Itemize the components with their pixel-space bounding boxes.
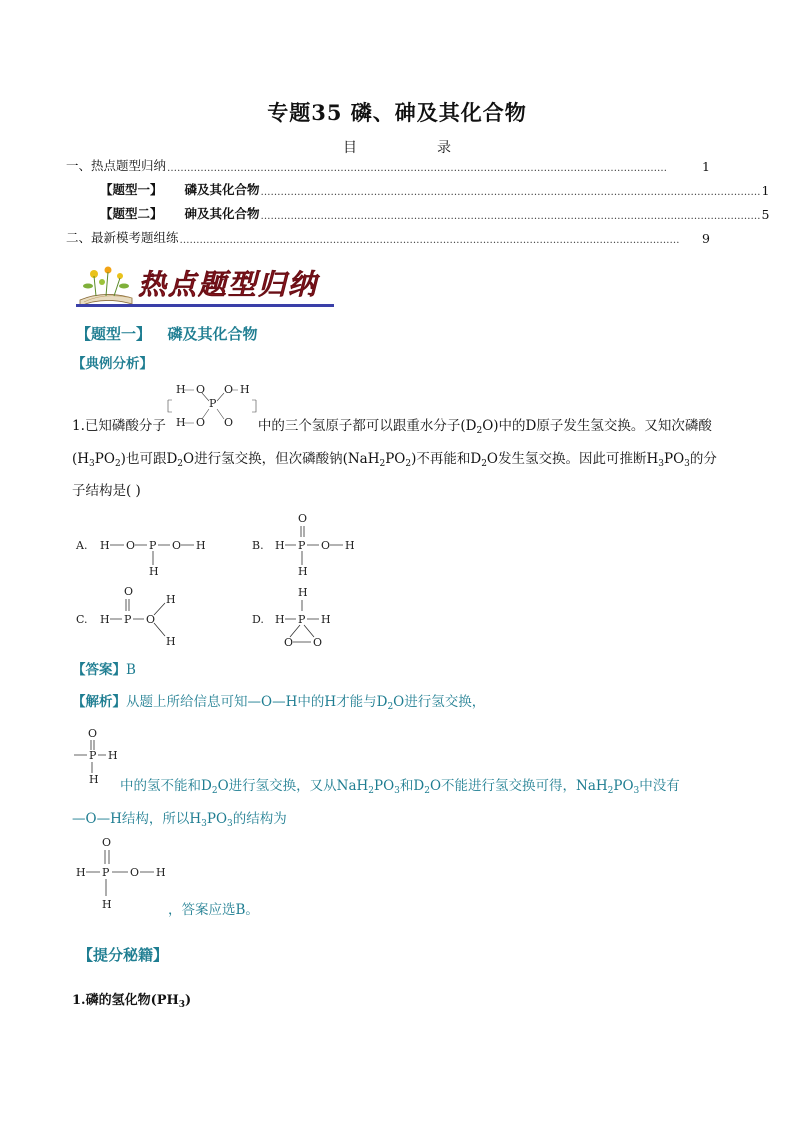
analysis-line-3: —O—H结构，所以$H_3PO_3$的结构为 (72, 811, 287, 829)
option-b-structure[interactable] (252, 512, 355, 578)
svg-text:O: O (126, 539, 136, 552)
svg-text:H: H (240, 383, 250, 396)
toc-leader: …………………………………………………………………………………………………………………………………… (167, 163, 668, 174)
answer-value: B (126, 662, 136, 678)
toc-entry-label: 砷及其化合物 (184, 206, 260, 221)
svg-text:H: H (345, 539, 355, 552)
toc-leader: …………………………………………………………………………………………………………………………………… (260, 211, 761, 222)
svg-text:O: O (321, 539, 331, 552)
toc-entry[interactable] (66, 228, 710, 246)
answer-options-figure (72, 505, 372, 655)
svg-text:H: H (275, 539, 285, 552)
question-line-1: 1.已知磷酸分子 中的三个氢原子都可以跟重水分子$(D_2O)$中的D原子发生氢交换。又知次磷酸 (72, 418, 712, 436)
svg-text:A.: A. (76, 539, 88, 552)
toc-leader: …………………………………………………………………………………………………………………………………… (260, 187, 761, 198)
toc-entry-label: 二、最新模考题组练 (66, 230, 179, 245)
h3po2-fragment-structure (72, 726, 124, 788)
svg-text:H: H (275, 613, 285, 626)
svg-text:H: H (321, 613, 331, 626)
svg-text:H: H (196, 539, 206, 552)
analysis-label: 【解析】 (72, 694, 126, 710)
toc-entry-label: 一、热点题型归纳 (66, 158, 167, 173)
svg-text:H: H (298, 586, 308, 599)
book-flowers-icon (80, 267, 132, 307)
svg-text:B.: B. (252, 539, 264, 552)
toc-leader: …………………………………………………………………………………………………………………………………… (179, 235, 680, 246)
svg-text:O: O (88, 727, 98, 740)
svg-text:D.: D. (252, 613, 264, 626)
svg-text:O: O (102, 836, 112, 849)
svg-text:H: H (108, 749, 118, 762)
svg-text:H: H (102, 898, 112, 911)
option-c-structure[interactable] (76, 585, 176, 648)
svg-text:H: H (89, 773, 99, 786)
toc-heading (0, 137, 794, 157)
svg-text:H: H (176, 416, 186, 429)
svg-text:O: O (196, 416, 206, 429)
svg-text:O: O (298, 512, 308, 525)
svg-text:H: H (298, 565, 308, 578)
banner-underline (76, 304, 334, 307)
section-prefix: 【题型一】 (76, 325, 152, 343)
svg-text:O: O (224, 383, 234, 396)
svg-text:P: P (298, 613, 306, 626)
svg-text:O: O (224, 416, 234, 429)
point-1-heading: 1.磷的氢化物$(PH_3)$ (72, 993, 192, 1010)
svg-text:P: P (89, 749, 97, 762)
option-d-structure[interactable] (252, 586, 331, 649)
toc-entry[interactable] (100, 180, 770, 198)
section-heading (76, 323, 258, 344)
svg-text:P: P (124, 613, 132, 626)
toc-entry-page: 9 (702, 231, 710, 246)
toc-entry-prefix: 【题型二】 (100, 206, 163, 221)
svg-text:O: O (130, 866, 140, 879)
svg-text:O: O (196, 383, 206, 396)
svg-text:H: H (166, 593, 176, 606)
toc-entry[interactable] (66, 156, 710, 174)
svg-text:P: P (149, 539, 157, 552)
svg-text:H: H (100, 539, 110, 552)
banner-title: 热点题型归纳 (138, 268, 319, 301)
svg-text:O: O (284, 636, 294, 649)
svg-text:P: P (209, 397, 217, 410)
svg-text:H: H (156, 866, 166, 879)
answer-line (72, 660, 136, 680)
analysis-line-1: 【解析】从题上所给信息可知—O—H中的H才能与$D_2O$进行氢交换， (72, 694, 486, 712)
example-label: 【典例分析】 (72, 356, 153, 372)
toc-entry-page: 1 (702, 159, 710, 174)
question-line-3: 子结构是( ) (72, 483, 141, 499)
svg-text:H: H (176, 383, 186, 396)
answer-label: 【答案】 (72, 662, 126, 678)
h3po3-answer-structure (72, 832, 172, 914)
section-title: 磷及其化合物 (167, 325, 258, 343)
svg-text:H: H (149, 565, 159, 578)
toc-heading-right: 录 (437, 140, 451, 156)
svg-text:P: P (298, 539, 306, 552)
toc-entry-label: 磷及其化合物 (184, 182, 260, 197)
svg-text:O: O (313, 636, 323, 649)
svg-text:H: H (100, 613, 110, 626)
toc-entry-page: 5 (761, 207, 770, 222)
question-line-2: $(H_3PO_2)$也可跟$D_2O$进行氢交换，但次磷酸钠$(NaH_2PO_2)$不再能和$D_2O$发生氢交换。因此可推断$H_3PO_3$的分 (72, 451, 717, 469)
option-a-structure[interactable] (75, 539, 206, 578)
page-title: 专题35 磷、砷及其化合物 (267, 100, 527, 125)
svg-text:C.: C. (76, 613, 88, 626)
analysis-line-2: 中的氢不能和$D_2O$进行氢交换，又从$NaH_2PO_3$和$D_2O$不能进行氢交换可得，$NaH_2PO_3$中没有 (120, 778, 680, 796)
svg-text:O: O (124, 585, 134, 598)
svg-text:H: H (76, 866, 86, 879)
toc-entry[interactable] (100, 204, 770, 222)
svg-text:O: O (146, 613, 156, 626)
toc-entry-page: 1 (761, 183, 770, 198)
svg-text:O: O (172, 539, 182, 552)
tips-label: 【提分秘籍】 (78, 946, 169, 964)
svg-text:H: H (166, 635, 176, 648)
svg-text:P: P (102, 866, 110, 879)
toc-heading-left: 目 (343, 140, 357, 156)
toc-entry-prefix: 【题型一】 (100, 182, 163, 197)
analysis-conclusion: ，答案应选B。 (168, 902, 259, 918)
